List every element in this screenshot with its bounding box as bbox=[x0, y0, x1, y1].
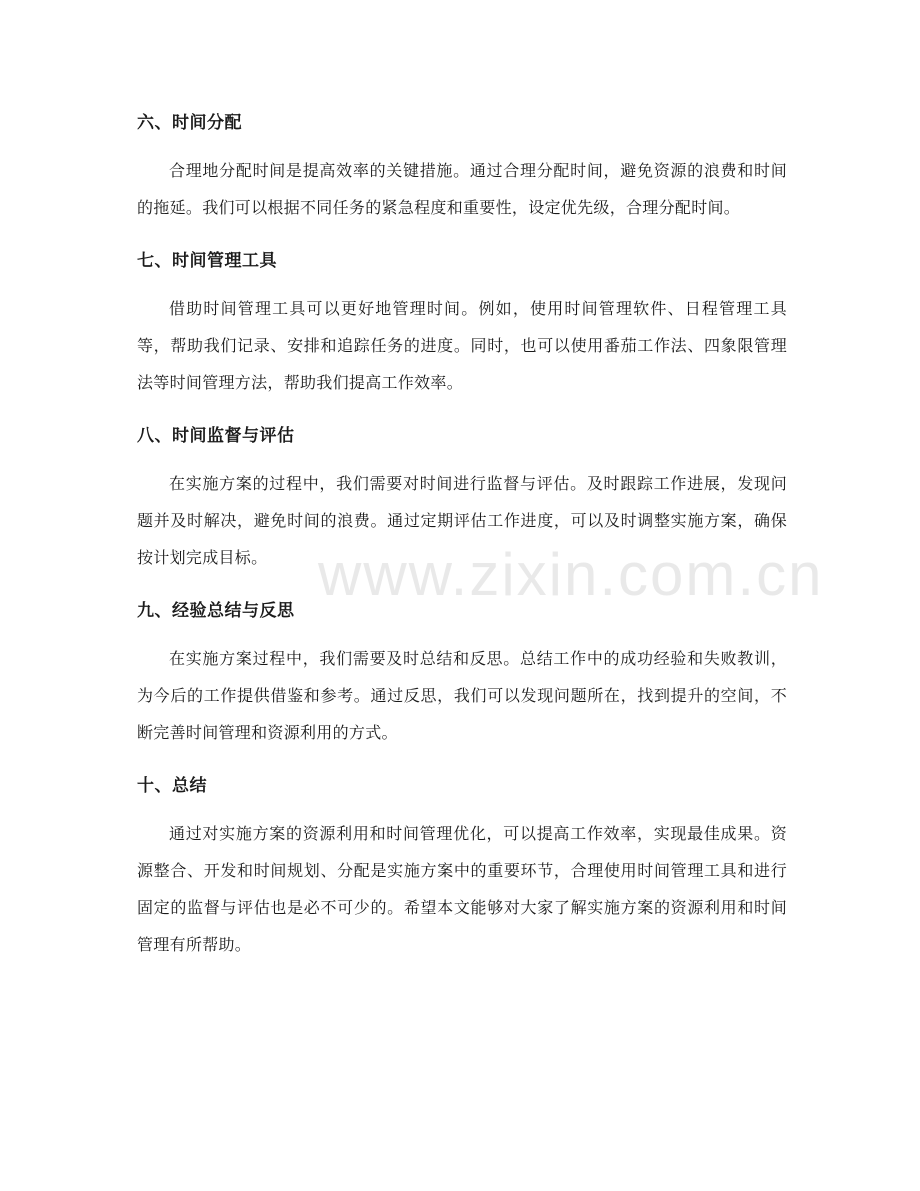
section-heading: 九、经验总结与反思 bbox=[137, 601, 295, 621]
section-paragraph: 在实施方案的过程中，我们需要对时间进行监督与评估。及时跟踪工作进展，发现问题并及时解决，避免时间的浪费。通过定期评估工作进度，可以及时调整实施方案，确保按计划完成目标。 bbox=[137, 474, 787, 567]
section-time-supervision bbox=[137, 421, 787, 576]
section-paragraph: 通过对实施方案的资源利用和时间管理优化，可以提高工作效率，实现最佳成果。资源整合、开发和时间规划、分配是实施方案中的重要环节，合理使用时间管理工具和进行固定的监督与评估也是必不可少的。希望本文能够对大家了解实施方案的资源利用和时间管理有所帮助。 bbox=[137, 824, 787, 954]
section-experience-reflection bbox=[137, 596, 787, 751]
section-time-management-tools bbox=[137, 246, 787, 401]
section-paragraph: 借助时间管理工具可以更好地管理时间。例如，使用时间管理软件、日程管理工具等，帮助我们记录、安排和追踪任务的进度。同时，也可以使用番茄工作法、四象限管理法等时间管理方法，帮助我们提高工作效率。 bbox=[137, 299, 787, 392]
watermark: www.zixin.com.cn bbox=[318, 541, 824, 608]
section-time-allocation bbox=[137, 108, 787, 226]
section-paragraph: 在实施方案过程中，我们需要及时总结和反思。总结工作中的成功经验和失败教训，为今后的工作提供借鉴和参考。通过反思，我们可以发现问题所在，找到提升的空间，不断完善时间管理和资源利用的方式。 bbox=[137, 649, 787, 742]
section-heading: 六、时间分配 bbox=[137, 113, 242, 133]
section-summary bbox=[137, 771, 787, 963]
section-heading: 七、时间管理工具 bbox=[137, 251, 277, 271]
document-content bbox=[137, 108, 787, 983]
section-heading: 十、总结 bbox=[137, 776, 207, 796]
section-heading: 八、时间监督与评估 bbox=[137, 426, 295, 446]
section-paragraph: 合理地分配时间是提高效率的关键措施。通过合理分配时间，避免资源的浪费和时间的拖延。我们可以根据不同任务的紧急程度和重要性，设定优先级，合理分配时间。 bbox=[137, 161, 787, 217]
